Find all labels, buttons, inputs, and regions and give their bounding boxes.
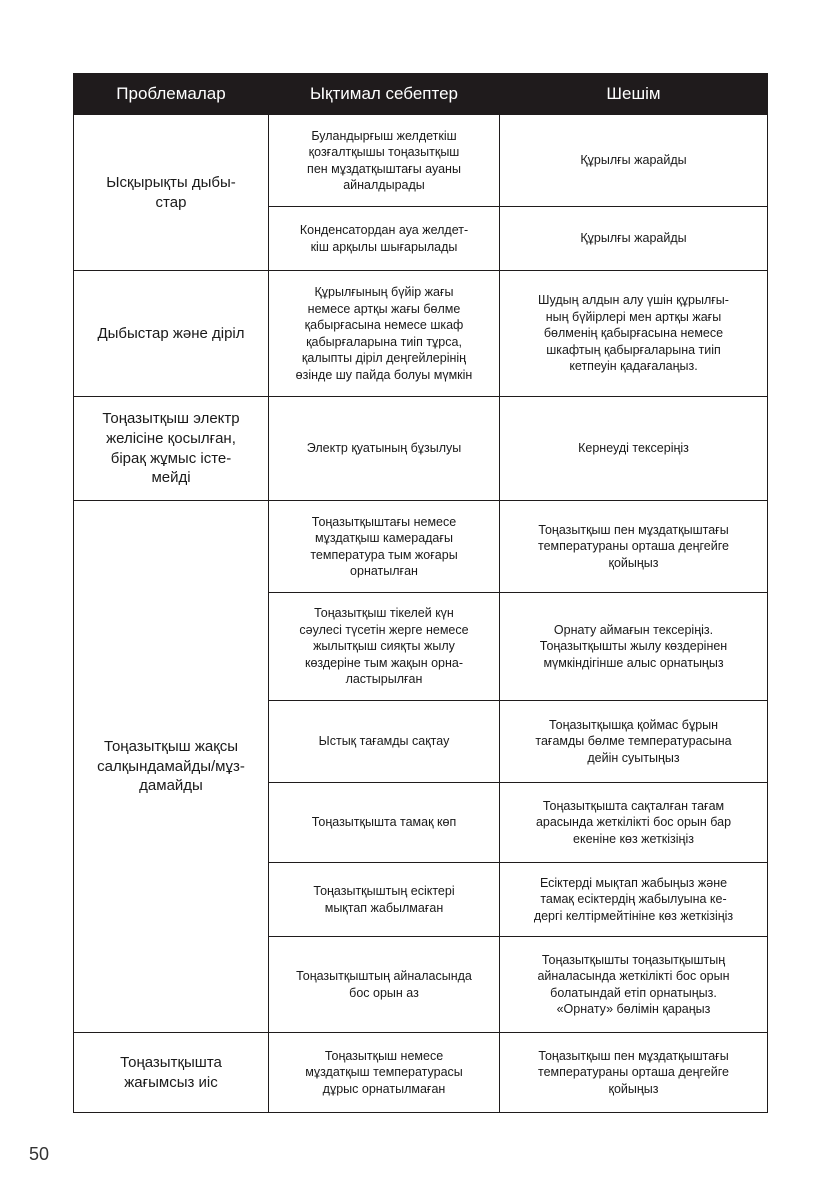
- solution-cell: Шудың алдын алу үшін құрылғы- ның бүйірлері мен артқы жағы бөлменің қабырғасына немесе шкафтың қабырғаларына тиіп кетпеуін қадағалаңыз.: [500, 271, 768, 397]
- solution-cell: Құрылғы жарайды: [500, 115, 768, 207]
- cause-cell: Тоңазытқышта тамақ көп: [269, 783, 500, 863]
- table-row: [74, 397, 768, 501]
- solution-cell: Есіктерді мықтап жабыңыз және тамақ есіктердің жабылуына ке- дергі келтірмейтініне көз жеткізіңіз: [500, 863, 768, 937]
- problem-cell: Тоңазытқышта жағымсыз иіс: [74, 1033, 269, 1113]
- problem-cell: Тоңазытқыш электр желісіне қосылған, бірақ жұмыс істе- мейді: [74, 397, 269, 501]
- solution-cell: Кернеуді тексеріңіз: [500, 397, 768, 501]
- problem-cell: Тоңазытқыш жақсы салқындамайды/мұз- дамайды: [74, 501, 269, 1033]
- solution-cell: Орнату аймағын тексеріңіз. Тоңазытқышты жылу көздерінен мүмкіндігінше алыс орнатыңыз: [500, 593, 768, 701]
- header-solution: Шешім: [500, 74, 768, 115]
- header-causes: Ықтимал себептер: [269, 74, 500, 115]
- solution-cell: Тоңазытқышқа қоймас бұрын тағамды бөлме температурасына дейін суытыңыз: [500, 701, 768, 783]
- cause-cell: Тоңазытқыш немесе мұздатқыш температурасы дұрыс орнатылмаған: [269, 1033, 500, 1113]
- cause-cell: Тоңазытқыштағы немесе мұздатқыш камерадағы температура тым жоғары орнатылған: [269, 501, 500, 593]
- solution-cell: Тоңазытқышта сақталған тағам арасында жеткілікті бос орын бар екеніне көз жеткізіңіз: [500, 783, 768, 863]
- problem-cell: Ысқырықты дыбы- стар: [74, 115, 269, 271]
- cause-cell: Буландырғыш желдеткіш қозғалтқышы тоңазытқыш пен мұздатқыштағы ауаны айналдырады: [269, 115, 500, 207]
- header-problems: Проблемалар: [74, 74, 269, 115]
- problem-cell: Дыбыстар және діріл: [74, 271, 269, 397]
- troubleshooting-table: [73, 73, 768, 1113]
- cause-cell: Тоңазытқыштың айналасында бос орын аз: [269, 937, 500, 1033]
- table-row: [74, 271, 768, 397]
- cause-cell: Тоңазытқыштың есіктері мықтап жабылмаған: [269, 863, 500, 937]
- table-row: [74, 115, 768, 207]
- solution-cell: Тоңазытқышты тоңазытқыштың айналасында жеткілікті бос орын болатындай етіп орнатыңыз. «Орнату» бөлімін қараңыз: [500, 937, 768, 1033]
- solution-cell: Тоңазытқыш пен мұздатқыштағы температураны орташа деңгейге қойыңыз: [500, 1033, 768, 1113]
- table-row: [74, 501, 768, 593]
- solution-cell: Құрылғы жарайды: [500, 207, 768, 271]
- solution-cell: Тоңазытқыш пен мұздатқыштағы температураны орташа деңгейге қойыңыз: [500, 501, 768, 593]
- table-row: [74, 1033, 768, 1113]
- page-number: 50: [29, 1144, 50, 1164]
- cause-cell: Құрылғының бүйір жағы немесе артқы жағы бөлме қабырғасына немесе шкаф қабырғаларына тиіп тұрса, қалыпты діріл деңгейлерінің өзінде шу пайда болуы мүмкін: [269, 271, 500, 397]
- cause-cell: Конденсатордан ауа желдет- кіш арқылы шығарылады: [269, 207, 500, 271]
- table-header-row: [74, 74, 768, 115]
- cause-cell: Электр қуатының бұзылуы: [269, 397, 500, 501]
- cause-cell: Ыстық тағамды сақтау: [269, 701, 500, 783]
- cause-cell: Тоңазытқыш тікелей күн сәулесі түсетін жерге немесе жылытқыш сияқты жылу көздеріне тым жақын орна- ластырылған: [269, 593, 500, 701]
